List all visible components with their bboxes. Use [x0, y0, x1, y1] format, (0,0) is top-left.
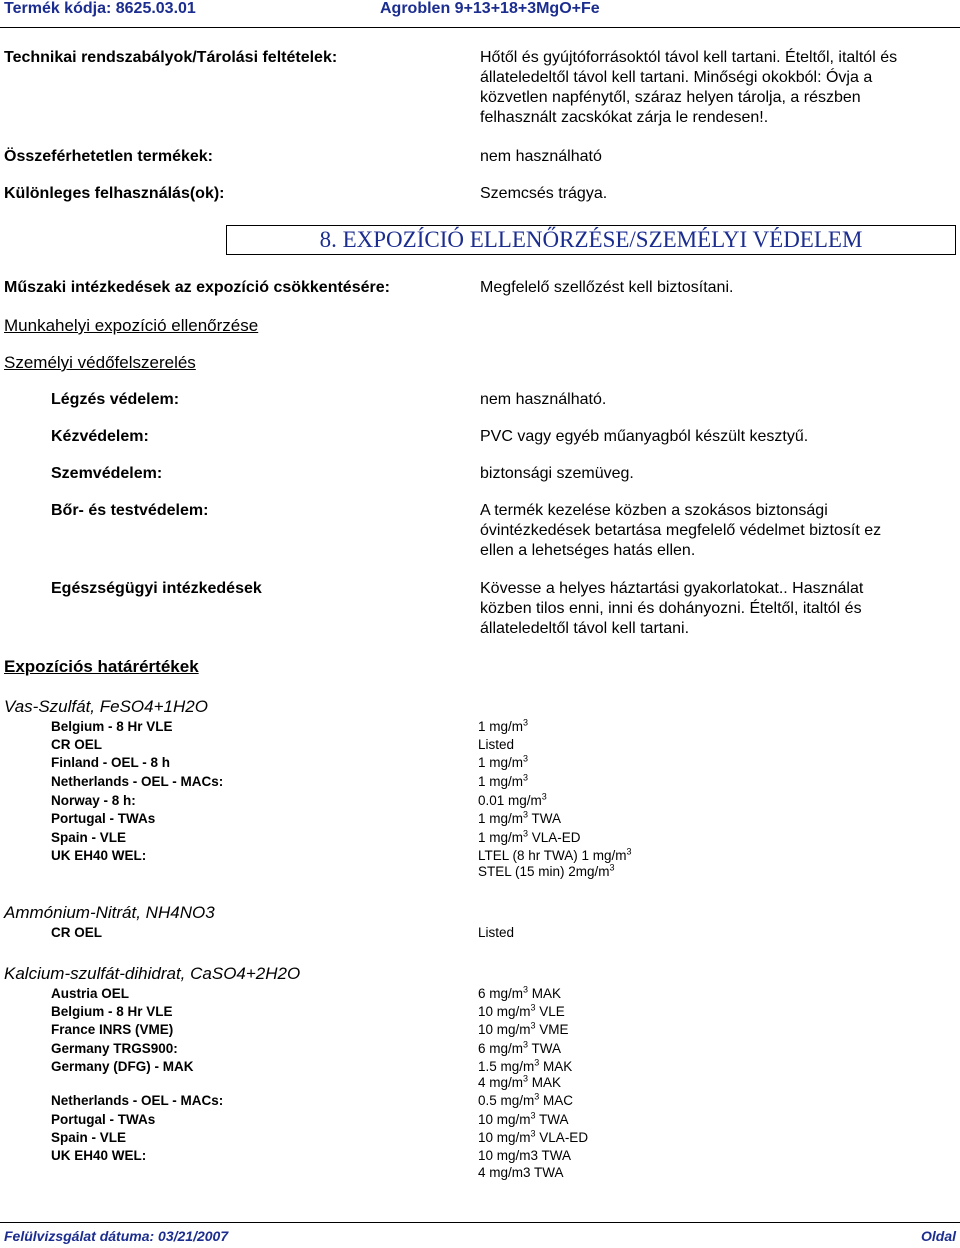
page-label: Oldal	[920, 1228, 956, 1244]
limit-value: 10 $mg/m^3$ VLE	[478, 1002, 565, 1019]
limit-label: Belgium - 8 Hr VLE	[51, 1004, 173, 1019]
limit-label: Spain - VLE	[51, 830, 127, 845]
limit-value: 10 $mg/m^3$ TWA	[478, 1110, 569, 1127]
text-line: ellen a lehetséges hatás ellen.	[480, 542, 696, 559]
limit-value: 1.5 $mg/m^3$ MAK	[478, 1057, 573, 1074]
header-divider	[0, 27, 960, 28]
limit-value: 4 $mg/m^3$ MAK	[478, 1073, 562, 1090]
footer-divider	[0, 1222, 960, 1223]
section-8-title: 8. EXPOZÍCIÓ ELLENŐRZÉSE/SZEMÉLYI VÉDELEM	[319, 227, 863, 252]
ppe-heading: Személyi védőfelszerelés	[4, 353, 196, 372]
text-line: A termék kezelése közben a szokásos biztonsági	[480, 502, 828, 519]
ppe-value-hygiene	[480, 579, 863, 639]
text-line: közvetlen napfénytől, száraz helyen tárolja, a részben	[480, 89, 861, 106]
limit-label: Germany (DFG) - MAK	[51, 1059, 194, 1074]
limit-label: Finland - OEL - 8 h	[51, 755, 171, 770]
text-line: óvintézkedések betartása megfelelő védelmet biztosít ez	[480, 522, 882, 539]
technical-label: Technikai rendszabályok/Tárolási feltételek:	[4, 49, 338, 66]
limit-label: Spain - VLE	[51, 1130, 127, 1145]
text-line: állateledeltől távol kell tartani.	[480, 620, 690, 637]
ppe-label-hygiene: Egészségügyi intézkedések	[51, 580, 262, 597]
engineering-label: Műszaki intézkedések az expozíció csökkentésére:	[4, 279, 390, 296]
limit-label: Netherlands - OEL - MACs:	[51, 774, 224, 789]
limit-label: CR OEL	[51, 737, 103, 752]
limit-value: Listed	[478, 925, 515, 940]
product-code: Termék kódja: 8625.03.01	[4, 0, 196, 17]
limit-label: Belgium - 8 Hr VLE	[51, 719, 173, 734]
limit-label: CR OEL	[51, 925, 103, 940]
limit-label: Germany TRGS900:	[51, 1041, 178, 1056]
limit-value: 0.01 $mg/m^3$	[478, 791, 547, 808]
limit-value: 6 $mg/m^3$ MAK	[478, 984, 562, 1001]
special-use-value: Szemcsés trágya.	[480, 185, 608, 202]
revision-date: Felülvizsgálat dátuma: 03/21/2007	[4, 1228, 229, 1244]
special-use-label: Különleges felhasználás(ok):	[4, 185, 225, 202]
section-8-header	[226, 225, 956, 255]
limit-value: 1 $mg/m^3$	[478, 717, 529, 734]
limit-label: UK EH40 WEL:	[51, 848, 147, 863]
limit-label: France INRS (VME)	[51, 1022, 174, 1037]
ppe-label-respiratory: Légzés védelem:	[51, 391, 180, 408]
ppe-value-respiratory: nem használható.	[480, 391, 607, 408]
limit-label: Norway - 8 h:	[51, 793, 136, 808]
limit-value: 1 $mg/m^3$ VLA-ED	[478, 828, 581, 845]
text-line: Kövesse a helyes háztartási gyakorlatokat.. Használat	[480, 580, 864, 597]
limit-value: Listed	[478, 737, 515, 752]
limit-value: 10 mg/m3 TWA	[478, 1148, 572, 1163]
ppe-label-hand: Kézvédelem:	[51, 428, 149, 445]
limit-value: 0.5 $mg/m^3$ MAC	[478, 1091, 574, 1108]
chemical-name: Ammónium-Nitrát, NH4NO3	[4, 903, 215, 922]
chemical-name: Vas-Szulfát, FeSO4+1H2O	[4, 697, 208, 716]
text-line: közben tilos enni, inni és dohányozni. Ételtől, italtól és	[480, 600, 862, 617]
limit-value: 1 $mg/m^3$ TWA	[478, 809, 562, 826]
ppe-value-eye: biztonsági szemüveg.	[480, 465, 634, 482]
ppe-label-eye: Szemvédelem:	[51, 465, 163, 482]
incompatible-value: nem használható	[480, 148, 602, 165]
limit-value: 10 $mg/m^3$ VLA-ED	[478, 1128, 589, 1145]
ppe-label-skin: Bőr- és testvédelem:	[51, 502, 209, 519]
limit-value: 6 $mg/m^3$ TWA	[478, 1039, 562, 1056]
limit-value: STEL (15 min) $2mg/m^3$	[478, 862, 615, 879]
product-name: Agroblen 9+13+18+3MgO+Fe	[380, 0, 600, 17]
limit-value: 4 mg/m3 TWA	[478, 1165, 564, 1180]
text-line: felhasznált zacskókat zárja le rendesen!.	[480, 109, 769, 126]
text-line: Hőtől és gyújtóforrásoktól távol kell tartani. Ételtől, italtól és	[480, 49, 898, 66]
technical-value	[480, 48, 897, 128]
limit-value: LTEL (8 hr TWA) 1 $mg/m^3$	[478, 846, 632, 863]
limit-label: Portugal - TWAs	[51, 811, 156, 826]
engineering-value: Megfelelő szellőzést kell biztosítani.	[480, 279, 734, 296]
limit-label: Austria OEL	[51, 986, 130, 1001]
limits-heading: Expozíciós határértékek	[4, 657, 199, 676]
limit-value: 10 $mg/m^3$ VME	[478, 1020, 569, 1037]
ppe-value-skin	[480, 501, 881, 561]
chemical-name: Kalcium-szulfát-dihidrat, CaSO4+2H2O	[4, 964, 301, 983]
limit-label: Portugal - TWAs	[51, 1112, 156, 1127]
limit-label: UK EH40 WEL:	[51, 1148, 147, 1163]
workplace-heading: Munkahelyi expozíció ellenőrzése	[4, 316, 259, 335]
text-line: állateledeltől távol kell tartani. Minőségi okokból: Óvja a	[480, 69, 873, 86]
limit-value: 1 $mg/m^3$	[478, 753, 529, 770]
limit-value: 1 $mg/m^3$	[478, 772, 529, 789]
ppe-value-hand: PVC vagy egyéb műanyagból készült kesztyű.	[480, 428, 809, 445]
incompatible-label: Összeférhetetlen termékek:	[4, 148, 213, 165]
limit-label: Netherlands - OEL - MACs:	[51, 1093, 224, 1108]
